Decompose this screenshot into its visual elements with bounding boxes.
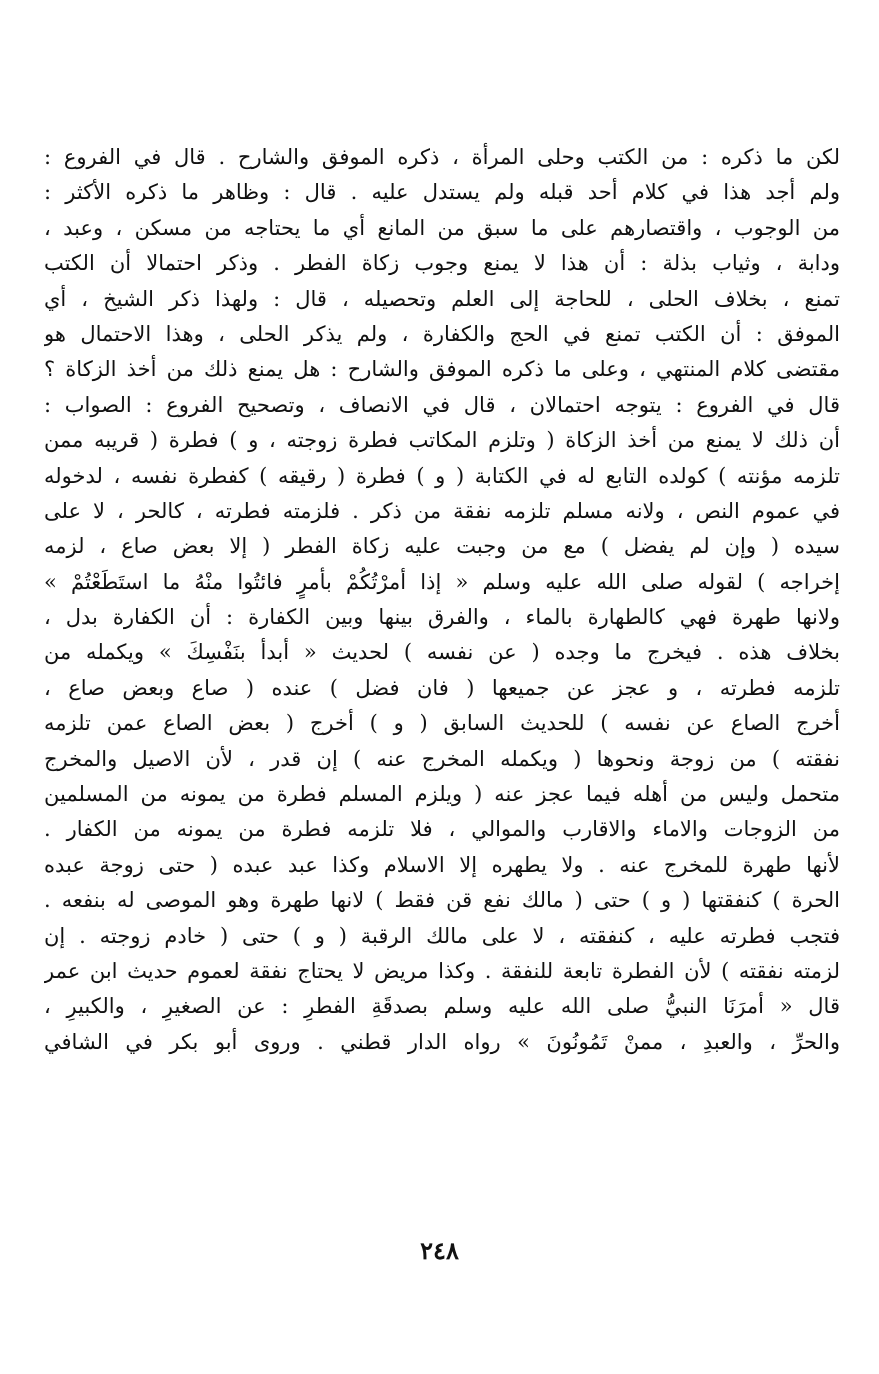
text-line: لأنها طهرة للمخرج عنه . ولا يطهره إلا الاسلام وكذا عبد عبده ( حتى زوجة عبده xyxy=(44,852,840,877)
text-line: سيده ( وإن لم يفضل ) مع من وجبت عليه زكاة الفطر ( إلا بعض صاع ، لزمه xyxy=(44,534,840,559)
text-line: متحمل وليس من أهله فيما عجز عنه ( ويلزم المسلم فطرة من يمونه من المسلمين xyxy=(44,782,840,807)
text-line: والحرِّ ، والعبدِ ، ممنْ تَمُونُونَ » رواه الدار قطني . وروى أبو بكر في الشافي xyxy=(44,1029,840,1054)
text-line: بخلاف هذه . فيخرج ما وجده ( عن نفسه ) لحديث « أبدأ بنَفْسِكَ » ويكمله من xyxy=(44,640,840,665)
text-line: الحرة ) كنفقتها ( و ) حتى ( مالك نفع قن فقط ) لانها طهرة وهو الموصى له بنفعه . xyxy=(44,888,840,913)
text-line: نفقته ) من زوجة ونحوها ( ويكمله المخرج عنه ) إن قدر ، لأن الاصيل والمخرج xyxy=(44,746,840,771)
text-line: لزمته نفقته ) لأن الفطرة تابعة للنفقة . وكذا مريض لا يحتاج نفقة لعموم حديث ابن عمر xyxy=(44,958,840,983)
text-line: لكن ما ذكره : من الكتب وحلى المرأة ، ذكره الموفق والشارح . قال في الفروع : xyxy=(44,145,840,169)
text-line: قال في الفروع : يتوجه احتمالان ، قال في الانصاف ، وتصحيح الفروع : الصواب : xyxy=(44,392,840,417)
text-line: تلزمه فطرته ، و عجز عن جميعها ( فان فضل ) عنده ( صاع وبعض صاع ، xyxy=(44,675,840,700)
text-line: ودابة ، وثياب بذلة : أن هذا لا يمنع وجوب زكاة الفطر . وذكر احتمالا أن الكتب xyxy=(44,251,840,276)
text-line: الموفق : أن الكتب تمنع في الحج والكفارة ، ولم يذكر الحلى ، وهذا الاحتمال هو xyxy=(44,321,840,346)
text-line: من الزوجات والاماء والاقارب والموالي ، فلا تلزمه فطرة من يمونه من الكفار . xyxy=(44,817,840,842)
text-line: ولانها طهرة فهي كالطهارة بالماء ، والفرق بينها وبين الكفارة : أن الكفارة بدل ، xyxy=(44,605,840,630)
text-line: تمنع ، بخلاف الحلى ، للحاجة إلى العلم وتحصيله ، قال : ولهذا ذكر الشيخ ، أي xyxy=(44,286,840,311)
body-text xyxy=(44,140,840,1060)
text-line: أن ذلك لا يمنع من أخذ الزكاة ( وتلزم المكاتب فطرة زوجته ، و ) فطرة ( قريبه ممن xyxy=(44,428,840,453)
text-line: فتجب فطرته عليه ، كنفقته ، لا على مالك الرقبة ( و ) حتى ( خادم زوجته . إن xyxy=(44,923,840,948)
page-number: ٢٤٨ xyxy=(420,1236,459,1265)
text-line: إخراجه ) لقوله صلى الله عليه وسلم « إذا أمرْتُكُمْ بأمرٍ فائتُوا منْهُ ما استَطَعْتُمْ » xyxy=(44,569,840,594)
text-line: تلزمه مؤنته ) كولده التابع له في الكتابة ( و ) فطرة ( رقيقه ) كفطرة نفسه ، لدخوله xyxy=(44,463,840,488)
text-line: أخرج الصاع عن نفسه ) للحديث السابق ( و ) أخرج ( بعض الصاع عمن تلزمه xyxy=(44,711,840,736)
text-line: قال « أمرَنَا النبيُّ صلى الله عليه وسلم بصدقَةِ الفطرِ : عن الصغيرِ ، والكبيرِ ، xyxy=(44,994,840,1019)
text-line: في عموم النص ، ولانه مسلم تلزمه نفقة من ذكر . فلزمته فطرته ، كالحر ، لا على xyxy=(44,498,840,523)
text-line: من الوجوب ، واقتصارهم على ما سبق من المانع أي ما يحتاجه من مسكن ، وعبد ، xyxy=(44,215,840,240)
text-line: مقتضى كلام المنتهي ، وعلى ما ذكره الموفق والشارح : هل يمنع ذلك من أخذ الزكاة ؟ xyxy=(44,357,840,382)
text-line: ولم أجد هذا في كلام أحد قبله ولم يستدل عليه . قال : وظاهر ما ذكره الأكثر : xyxy=(44,180,840,205)
